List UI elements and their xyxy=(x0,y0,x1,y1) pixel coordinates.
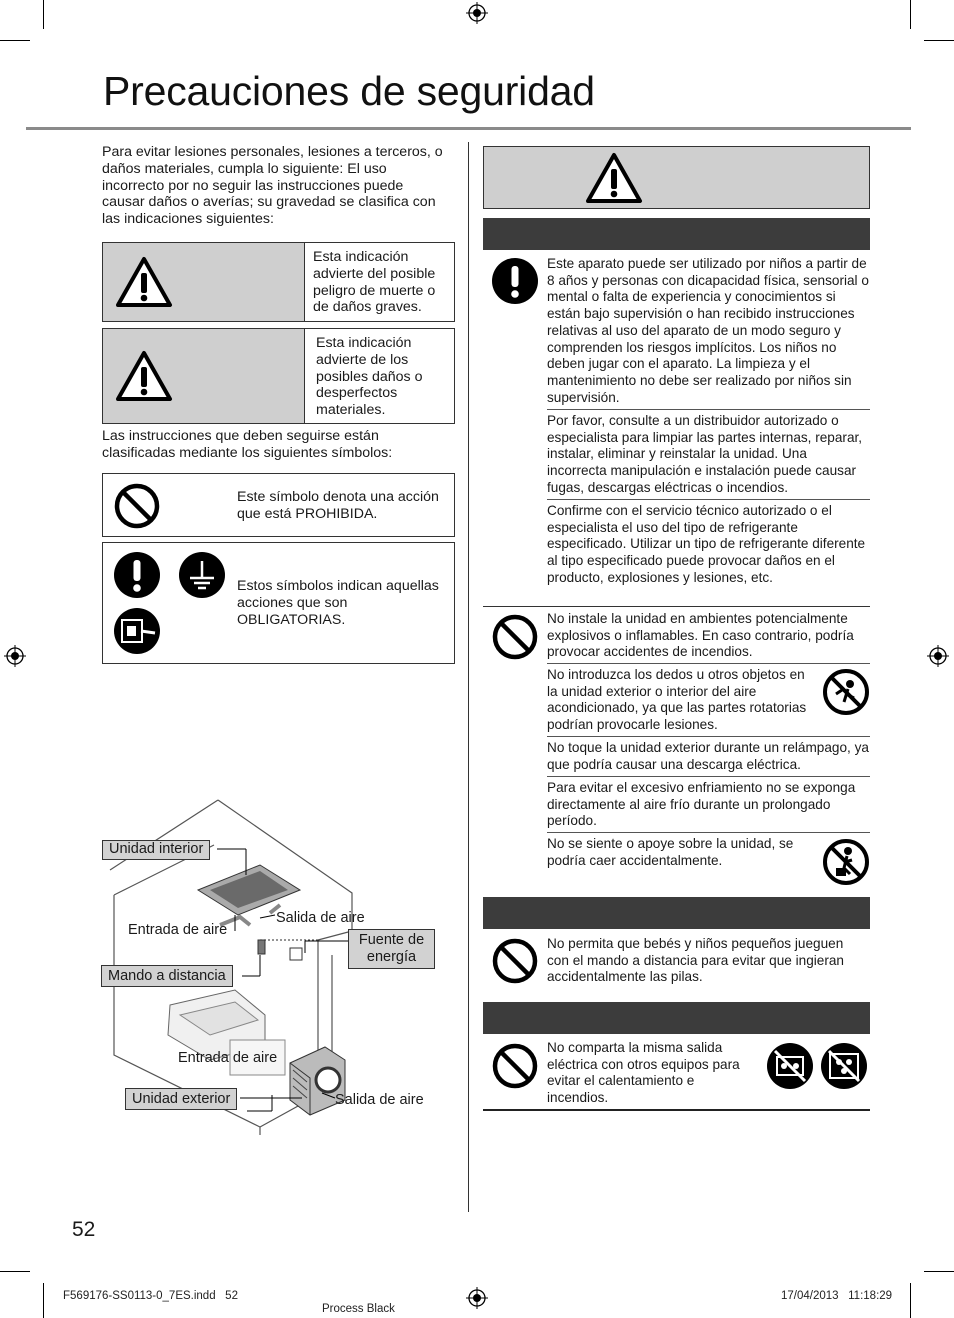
crop-mark xyxy=(910,0,911,29)
warning-legend-text: Esta indicación advierte del posible peligro de muerte o de daños graves. xyxy=(313,249,436,316)
registration-mark-icon xyxy=(4,645,26,667)
air-inlet-outdoor-label: Entrada de aire xyxy=(178,1050,278,1066)
mandatory-exclamation-icon xyxy=(113,551,161,599)
mandatory-text-service: Por favor, consulte a un distribuidor autorizado o especialista para limpiar las partes internas, reparar, instalar, eliminar y reinstalar la unidad. Una incorrecta manipulación e instalación puede causar fugas, descargas eléctricas o incendios. xyxy=(547,413,863,495)
prohibited-legend-box xyxy=(102,473,455,537)
intro-text: Para evitar lesiones personales, lesiones a terceros, o daños materiales, cumpla lo siguiente: El uso incorrecto por no seguir las instrucciones puede causar daños o averías; su gravedad se clasifica con las indicaciones siguientes: xyxy=(102,144,443,228)
separator xyxy=(547,736,870,737)
no-multiple-plugs-icon xyxy=(820,1042,868,1090)
remote-control-shape xyxy=(258,940,265,954)
outdoor-unit-label: Unidad exterior xyxy=(125,1088,237,1110)
prohibited-text-explosive: No instale la unidad en ambientes potencialmente explosivos o inflamables. En caso contrario, podría provocar accidentes de incendios. xyxy=(547,611,854,660)
crop-mark xyxy=(43,0,44,29)
separator xyxy=(547,832,870,833)
prohibited-text-lightning: No toque la unidad exterior durante un relámpago, ya que podría causar una descarga eléctrica. xyxy=(547,740,869,772)
no-climbing-icon xyxy=(822,838,870,886)
air-outlet-label: Salida de aire xyxy=(276,910,365,926)
no-fingers-icon xyxy=(822,668,870,716)
mandatory-exclamation-icon xyxy=(491,257,539,305)
mandatory-legend-box xyxy=(102,542,455,664)
prohibited-text-cold-air: Para evitar el excesivo enfriamiento no se exponga directamente al aire frío durante un prolongado período. xyxy=(547,780,856,829)
prohibited-text-fingers: No introduzca los dedos u otros objetos en la unidad exterior o interior del aire acondicionado, ya que las partes rotatorias podrían provocarle lesiones. xyxy=(547,667,807,733)
remote-control-label: Mando a distancia xyxy=(101,965,233,987)
separator xyxy=(547,776,870,777)
separator xyxy=(547,499,870,500)
crop-mark xyxy=(924,40,954,41)
caution-legend-text: Esta indicación advierte de los posibles daños o desperfectos materiales. xyxy=(316,335,423,419)
footer-file-name: F569176-SS0113-0_7ES.indd 52 xyxy=(63,1290,238,1302)
footer-date: 17/04/2013 11:18:29 xyxy=(781,1290,893,1302)
warning-header-box xyxy=(483,146,870,209)
registration-mark-icon xyxy=(466,2,488,24)
page-number: 52 xyxy=(72,1218,96,1241)
warning-triangle-icon xyxy=(585,152,643,204)
prohibited-legend-text: Este símbolo denota una acción que está PROHIBIDA. xyxy=(237,489,439,522)
prohibited-text-sit: No se siente o apoye sobre la unidad, se podría caer accidentalmente. xyxy=(547,836,794,868)
registration-mark-icon xyxy=(927,645,949,667)
warning-triangle-icon xyxy=(115,256,173,308)
power-supply-label-text: Fuente de energía xyxy=(358,932,425,965)
mandatory-text-children: Este aparato puede ser utilizado por niños a partir de 8 años y personas con dicapacidad física, sensorial o mental o falta de experiencia y conocimientos si están bajo supervisión o han recibido instrucciones relativas al uso del aparato de un modo seguro y comprenden los riesgos implícitos. Los niños no deben jugar con el aparato. La limpieza y el mantenimiento no debe ser realizado por niños sin supervisión. xyxy=(547,256,869,405)
mandatory-text-refrigerant: Confirme con el servicio técnico autorizado o el especialista el uso del tipo de refrigerante especificado. Utilizar un tipo de refrigerante diferente al tipo especificado puede provocar daños en el producto, explosiones y lesiones, etc. xyxy=(547,503,866,585)
page-title: Precauciones de seguridad xyxy=(103,68,595,114)
no-shared-outlet-icon xyxy=(766,1042,814,1090)
registration-mark-icon xyxy=(466,1287,488,1309)
crop-mark xyxy=(910,1283,911,1318)
air-inlet-label: Entrada de aire xyxy=(128,922,228,938)
separator xyxy=(483,1109,870,1111)
air-outlet-outdoor-label: Salida de aire xyxy=(335,1092,424,1108)
indoor-unit-label: Unidad interior xyxy=(102,840,210,860)
power-supply-label xyxy=(348,929,435,969)
caution-legend-box xyxy=(102,328,455,424)
prohibited-text-outlet: No comparta la misma salida eléctrica con otros equipos para evitar el calentamiento e incendios. xyxy=(547,1040,740,1106)
section-bar-remote xyxy=(483,897,870,929)
separator xyxy=(483,606,870,607)
ground-earth-icon xyxy=(178,551,226,599)
separator xyxy=(547,663,870,664)
section-bar-power xyxy=(483,1002,870,1034)
warning-legend-box xyxy=(102,242,455,322)
prohibited-icon xyxy=(491,613,539,661)
prohibited-icon xyxy=(491,937,539,985)
prohibited-icon xyxy=(113,482,161,530)
footer-process: Process Black xyxy=(322,1303,395,1315)
mandatory-legend-text: Estos símbolos indican aquellas acciones que son OBLIGATORIAS. xyxy=(237,578,439,628)
prohibited-text-batteries: No permita que bebés y niños pequeños jueguen con el mando a distancia para evitar que ingieran accidentalmente las pilas. xyxy=(547,936,844,985)
section-bar-unit xyxy=(483,218,870,250)
crop-mark xyxy=(0,40,30,41)
separator xyxy=(547,409,870,410)
crop-mark xyxy=(0,1271,30,1272)
column-divider xyxy=(468,142,469,1212)
title-rule xyxy=(26,127,911,130)
unplug-icon xyxy=(113,607,161,655)
crop-mark xyxy=(43,1283,44,1318)
symbols-intro-text: Las instrucciones que deben seguirse están clasificadas mediante los siguientes símbolos: xyxy=(102,428,393,461)
caution-triangle-icon xyxy=(115,350,173,402)
power-supply-shape xyxy=(290,948,302,960)
crop-mark xyxy=(924,1271,954,1272)
prohibited-icon xyxy=(491,1042,539,1090)
